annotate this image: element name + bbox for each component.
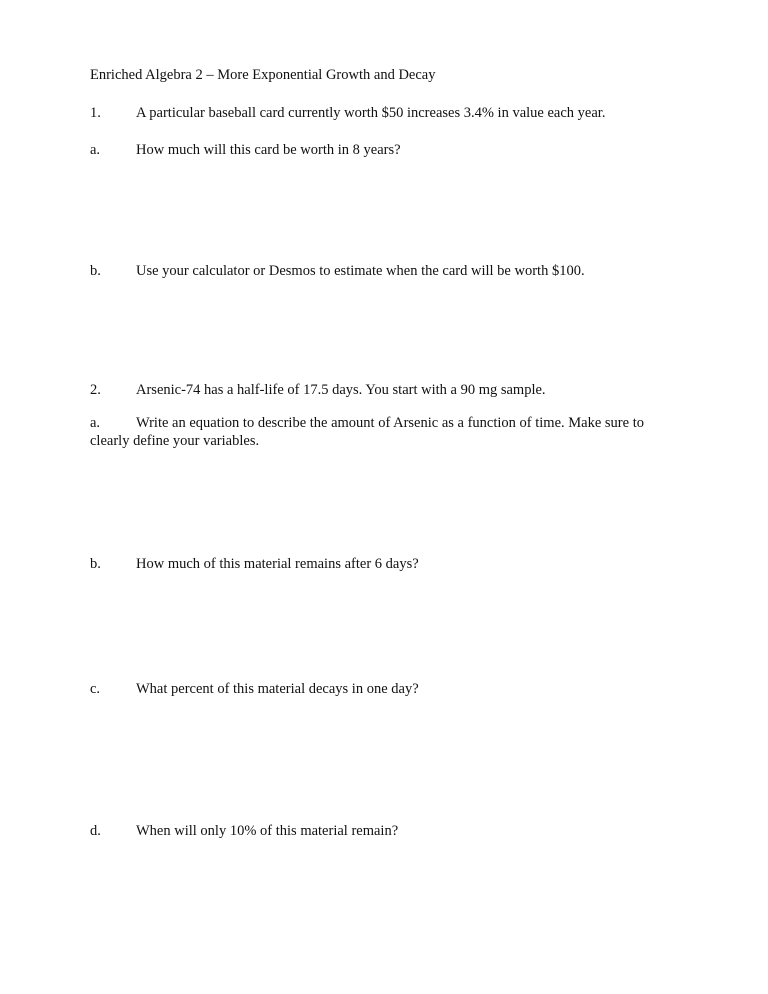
problem-1b-text: Use your calculator or Desmos to estimate when the card will be worth $100.	[136, 263, 585, 279]
problem-2d-text: When will only 10% of this material remain?	[136, 823, 399, 839]
worksheet-title: Enriched Algebra 2 – More Exponential Growth and Decay	[90, 67, 436, 83]
problem-1-number: 1.	[90, 105, 101, 121]
problem-2-number: 2.	[90, 382, 101, 398]
problem-2b-label: b.	[90, 556, 101, 572]
problem-1a-label: a.	[90, 142, 101, 158]
problem-1-text: A particular baseball card currently worth $50 increases 3.4% in value each year.	[136, 105, 606, 121]
problem-1b-label: b.	[90, 263, 101, 279]
problem-2b-text: How much of this material remains after 6 days?	[136, 556, 419, 572]
problem-2a-text: Write an equation to describe the amount of Arsenic as a function of time. Make sure to clearly define your variables.	[90, 415, 644, 449]
problem-2a-label: a.	[90, 415, 101, 431]
problem-2c-label: c.	[90, 681, 101, 697]
problem-2a-paragraph	[90, 414, 680, 450]
problem-1a-text: How much will this card be worth in 8 years?	[136, 142, 401, 158]
problem-2c-text: What percent of this material decays in one day?	[136, 681, 419, 697]
problem-2-text: Arsenic-74 has a half-life of 17.5 days. You start with a 90 mg sample.	[136, 382, 546, 398]
problem-2d-label: d.	[90, 823, 101, 839]
